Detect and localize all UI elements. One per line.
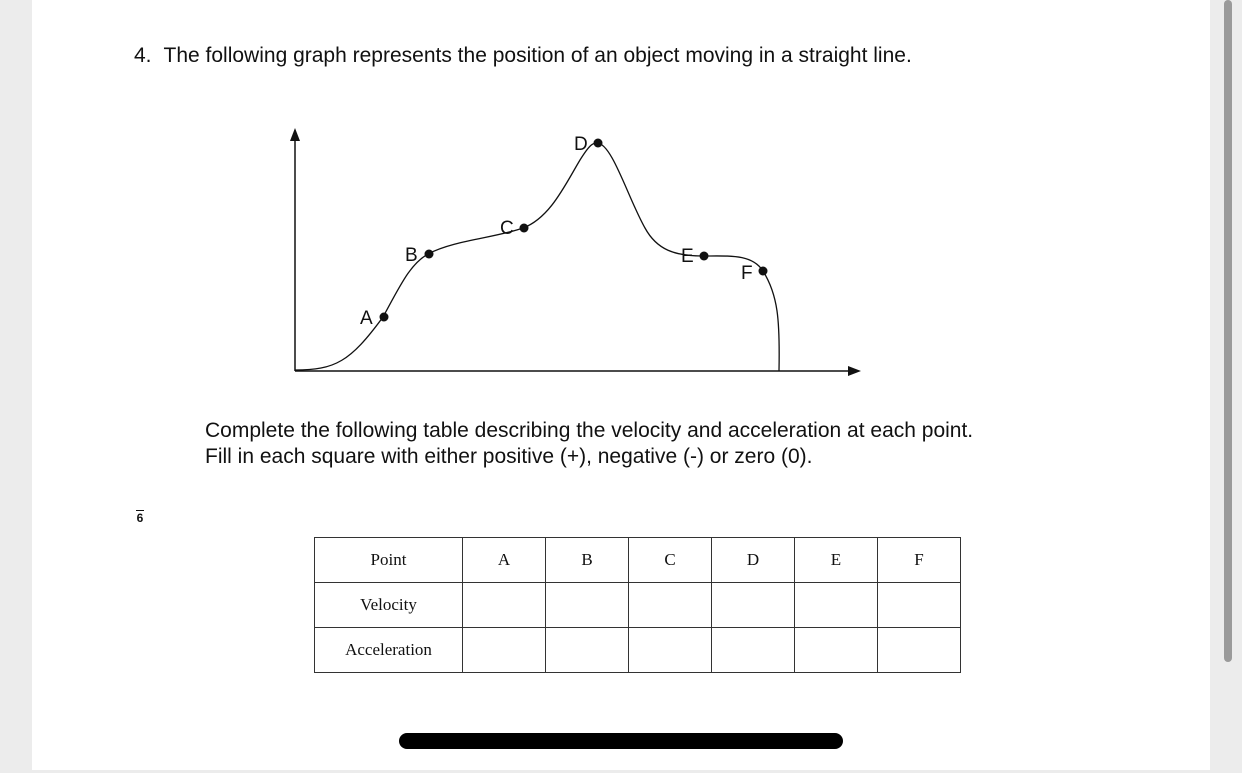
answer-table	[314, 537, 961, 673]
velocity-cell-b[interactable]	[546, 583, 629, 628]
row-label-acceleration: Acceleration	[315, 628, 463, 673]
acceleration-cell-b[interactable]	[546, 628, 629, 673]
header-cell-d: D	[712, 538, 795, 583]
table-row-acceleration	[315, 628, 961, 673]
question-prompt: The following graph represents the position of an object moving in a straight line.	[163, 44, 912, 67]
instructions	[205, 418, 973, 470]
point-f-label: F	[741, 263, 753, 284]
marks-indicator	[134, 510, 146, 525]
table-row-velocity	[315, 583, 961, 628]
velocity-cell-f[interactable]	[878, 583, 961, 628]
point-c-label: C	[500, 218, 514, 239]
instructions-line-2: Fill in each square with either positive (+), negative (-) or zero (0).	[205, 445, 813, 468]
point-a-label: A	[360, 308, 373, 329]
header-cell-c: C	[629, 538, 712, 583]
header-cell-point: Point	[315, 538, 463, 583]
velocity-cell-a[interactable]	[463, 583, 546, 628]
acceleration-cell-d[interactable]	[712, 628, 795, 673]
question-text	[134, 44, 912, 68]
question-number: 4.	[134, 44, 152, 67]
instructions-line-1: Complete the following table describing the velocity and acceleration at each point.	[205, 419, 974, 442]
acceleration-cell-e[interactable]	[795, 628, 878, 673]
header-cell-b: B	[546, 538, 629, 583]
marks-value: 6	[136, 511, 144, 525]
point-e-label: E	[681, 246, 694, 267]
point-d-label: D	[574, 134, 588, 155]
acceleration-cell-a[interactable]	[463, 628, 546, 673]
acceleration-cell-c[interactable]	[629, 628, 712, 673]
acceleration-cell-f[interactable]	[878, 628, 961, 673]
velocity-cell-e[interactable]	[795, 583, 878, 628]
velocity-cell-c[interactable]	[629, 583, 712, 628]
header-cell-f: F	[878, 538, 961, 583]
home-indicator-bar[interactable]	[399, 733, 843, 749]
point-b-label: B	[405, 245, 418, 266]
row-label-velocity: Velocity	[315, 583, 463, 628]
table-header-row	[315, 538, 961, 583]
velocity-cell-d[interactable]	[712, 583, 795, 628]
header-cell-a: A	[463, 538, 546, 583]
header-cell-e: E	[795, 538, 878, 583]
vertical-scrollbar[interactable]	[1224, 0, 1232, 662]
